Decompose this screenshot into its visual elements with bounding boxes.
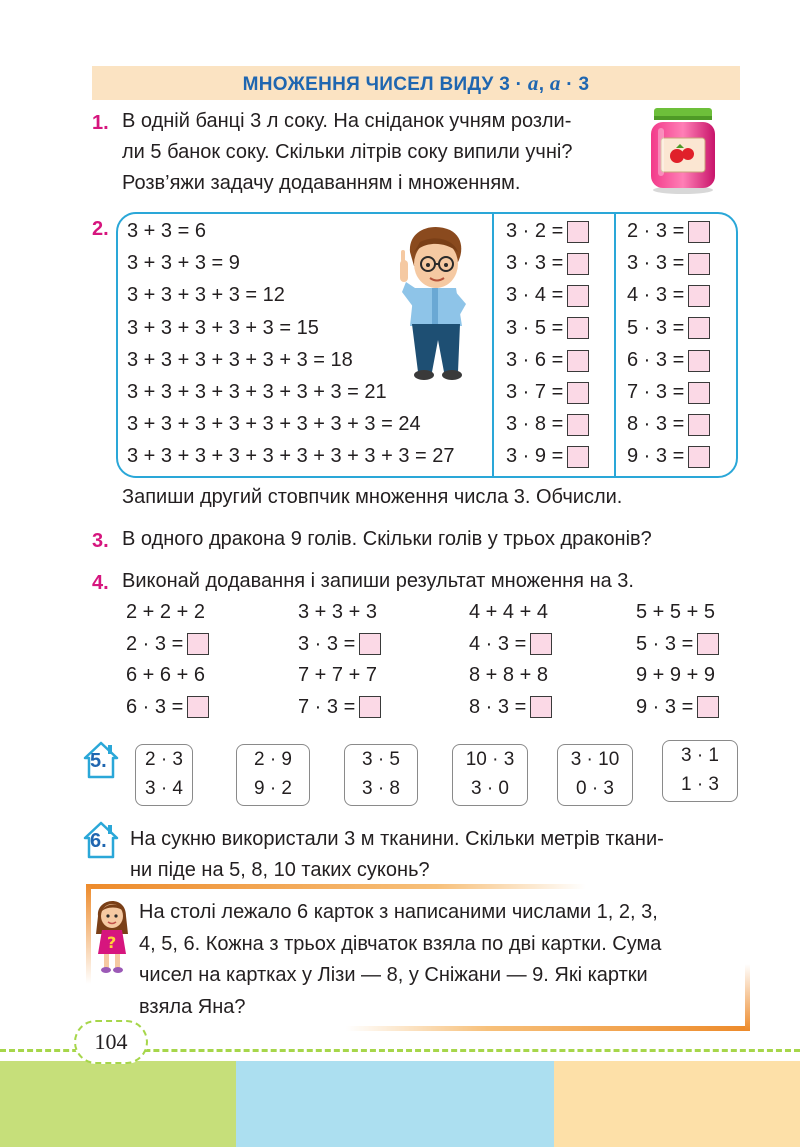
card-line: 2 · 9 bbox=[253, 749, 293, 770]
answer-box[interactable] bbox=[688, 285, 710, 307]
sum-line: 3 + 3 + 3 = 9 bbox=[127, 252, 240, 275]
card-line: 3 · 4 bbox=[144, 778, 184, 799]
equation: 3 · 7 = bbox=[506, 376, 589, 408]
equation: 2 · 3 = bbox=[126, 629, 209, 661]
multiplication-column-2 bbox=[627, 215, 710, 473]
expression: 8 + 8 + 8 bbox=[469, 664, 548, 686]
answer-box[interactable] bbox=[688, 446, 710, 468]
equation: 8 · 3 = bbox=[627, 408, 710, 440]
expression: 2 + 2 + 2 bbox=[126, 601, 205, 623]
answer-box[interactable] bbox=[688, 317, 710, 339]
equation: 4 · 3 = bbox=[469, 629, 552, 661]
equation: 7 · 3 = bbox=[298, 692, 381, 724]
girl-icon bbox=[92, 894, 132, 974]
column-divider bbox=[614, 214, 616, 476]
answer-box[interactable] bbox=[567, 253, 589, 275]
equation: 7 · 3 = bbox=[627, 376, 710, 408]
text-line: ни піде на 5, 8, 10 таких суконь? bbox=[130, 859, 430, 881]
card-line: 3 · 8 bbox=[361, 778, 401, 799]
expression-card bbox=[557, 744, 633, 806]
equation: 8 · 3 = bbox=[469, 692, 552, 724]
equation: 3 · 2 = bbox=[506, 215, 589, 247]
expression-row bbox=[126, 597, 746, 629]
answer-box[interactable] bbox=[697, 696, 719, 718]
equation: 9 · 3 = bbox=[636, 692, 719, 724]
text-line: ли 5 банок соку. Скільки літрів соку випили учні? bbox=[122, 141, 573, 163]
answer-box[interactable] bbox=[567, 285, 589, 307]
text-line: Розв’яжи задачу додаванням і множенням. bbox=[122, 172, 521, 194]
equation: 3 · 3 = bbox=[506, 247, 589, 279]
expression: 5 + 5 + 5 bbox=[636, 601, 715, 623]
expression: 7 + 7 + 7 bbox=[298, 664, 377, 686]
column-divider bbox=[492, 214, 494, 476]
expression: 6 + 6 + 6 bbox=[126, 664, 205, 686]
equation: 3 · 9 = bbox=[506, 440, 589, 472]
answer-box[interactable] bbox=[530, 633, 552, 655]
answer-box[interactable] bbox=[688, 414, 710, 436]
answer-box[interactable] bbox=[567, 317, 589, 339]
svg-text:?: ? bbox=[107, 933, 117, 952]
card-line: 0 · 3 bbox=[575, 778, 615, 799]
sum-line: 3 + 3 + 3 + 3 + 3 + 3 + 3 + 3 = 24 bbox=[127, 413, 421, 436]
equation: 2 · 3 = bbox=[627, 215, 710, 247]
sum-line: 3 + 3 + 3 + 3 + 3 + 3 = 18 bbox=[127, 348, 353, 371]
equation: 3 · 3 = bbox=[298, 629, 381, 661]
card-line: 1 · 3 bbox=[680, 774, 720, 795]
sum-line: 3 + 3 + 3 + 3 = 12 bbox=[127, 284, 285, 307]
answer-box[interactable] bbox=[697, 633, 719, 655]
answer-box[interactable] bbox=[567, 382, 589, 404]
expression: 3 + 3 + 3 bbox=[298, 601, 377, 623]
multiplication-column-1 bbox=[506, 215, 589, 473]
page-number: 104 bbox=[94, 1029, 128, 1054]
page-title: МНОЖЕННЯ ЧИСЕЛ ВИДУ 3 · a, a · 3 bbox=[242, 71, 590, 95]
answer-box[interactable] bbox=[530, 696, 552, 718]
puzzle-text bbox=[139, 897, 661, 1023]
expression-card bbox=[236, 744, 310, 806]
text-line: На сукню використали 3 м тканини. Скільки метрів ткани- bbox=[130, 828, 664, 850]
answer-box[interactable] bbox=[359, 696, 381, 718]
equation: 9 · 3 = bbox=[627, 440, 710, 472]
sum-line: 3 + 3 = 6 bbox=[127, 220, 206, 242]
text-line: На столі лежало 6 карток з написаними числами 1, 2, 3, bbox=[139, 901, 658, 923]
task4-grid bbox=[126, 597, 746, 723]
card-line: 2 · 3 bbox=[144, 749, 184, 770]
text-line: 4, 5, 6. Кожна з трьох дівчаток взяла по дві картки. Сума bbox=[139, 932, 662, 955]
expression-row bbox=[126, 692, 746, 724]
equation: 6 · 3 = bbox=[126, 692, 209, 724]
card-line: 3 · 5 bbox=[361, 749, 401, 770]
card-line: 3 · 10 bbox=[570, 749, 620, 770]
equation: 3 · 8 = bbox=[506, 408, 589, 440]
equation: 3 · 4 = bbox=[506, 279, 589, 311]
equation: 4 · 3 = bbox=[627, 279, 710, 311]
card-line: 9 · 2 bbox=[253, 778, 293, 799]
expression-row bbox=[126, 629, 746, 661]
answer-box[interactable] bbox=[567, 446, 589, 468]
card-line: 10 · 3 bbox=[465, 749, 515, 770]
task3-text: В одного дракона 9 голів. Скільки голів у трьох драконів? bbox=[122, 528, 652, 550]
sum-line: 3 + 3 + 3 + 3 + 3 + 3 + 3 = 21 bbox=[127, 381, 387, 404]
footer-band-blue bbox=[236, 1061, 554, 1147]
expression-card bbox=[452, 744, 528, 806]
equation: 6 · 3 = bbox=[627, 344, 710, 376]
expression: 9 + 9 + 9 bbox=[636, 664, 715, 686]
sum-line: 3 + 3 + 3 + 3 + 3 = 15 bbox=[127, 316, 319, 339]
task-number: 1. bbox=[92, 112, 109, 134]
footer-band-orange bbox=[554, 1061, 800, 1147]
sum-line: 3 + 3 + 3 + 3 + 3 + 3 + 3 + 3 + 3 = 27 bbox=[127, 445, 455, 468]
task4-text: Виконай додавання і запиши результат множення на 3. bbox=[122, 570, 634, 592]
text-line: В одній банці 3 л соку. На сніданок учням розли- bbox=[122, 110, 572, 132]
equation: 5 · 3 = bbox=[627, 312, 710, 344]
answer-box[interactable] bbox=[688, 382, 710, 404]
answer-box[interactable] bbox=[688, 350, 710, 372]
card-line: 3 · 1 bbox=[680, 745, 720, 766]
juice-jar-icon bbox=[646, 106, 720, 194]
task-number: 4. bbox=[92, 572, 109, 594]
answer-box[interactable] bbox=[688, 221, 710, 243]
equation: 3 · 3 = bbox=[627, 247, 710, 279]
expression-row bbox=[126, 660, 746, 692]
task-number: 5. bbox=[90, 750, 107, 772]
equation: 3 · 6 = bbox=[506, 344, 589, 376]
equation: 3 · 5 = bbox=[506, 312, 589, 344]
task6-text bbox=[130, 824, 664, 886]
answer-box[interactable] bbox=[187, 696, 209, 718]
task-number: 6. bbox=[90, 830, 107, 852]
expression-card bbox=[662, 740, 738, 802]
footer-band-green bbox=[0, 1061, 236, 1147]
answer-box[interactable] bbox=[187, 633, 209, 655]
text-line: взяла Яна? bbox=[139, 995, 246, 1018]
task-number: 3. bbox=[92, 530, 109, 552]
expression-card bbox=[135, 744, 193, 806]
answer-box[interactable] bbox=[567, 414, 589, 436]
answer-box[interactable] bbox=[359, 633, 381, 655]
expression-card bbox=[344, 744, 418, 806]
boy-illustration bbox=[396, 222, 476, 382]
expression: 4 + 4 + 4 bbox=[469, 601, 548, 623]
answer-box[interactable] bbox=[688, 253, 710, 275]
task1-text bbox=[122, 106, 572, 199]
text-line: чисел на картках у Лізи — 8, у Сніжани — 9. Які картки bbox=[139, 964, 648, 986]
equation: 5 · 3 = bbox=[636, 629, 719, 661]
task2-instruction: Запиши другий стовпчик множення числа 3. Обчисли. bbox=[122, 486, 623, 508]
card-line: 3 · 0 bbox=[470, 778, 510, 799]
task-number: 2. bbox=[92, 218, 109, 240]
answer-box[interactable] bbox=[567, 221, 589, 243]
answer-box[interactable] bbox=[567, 350, 589, 372]
